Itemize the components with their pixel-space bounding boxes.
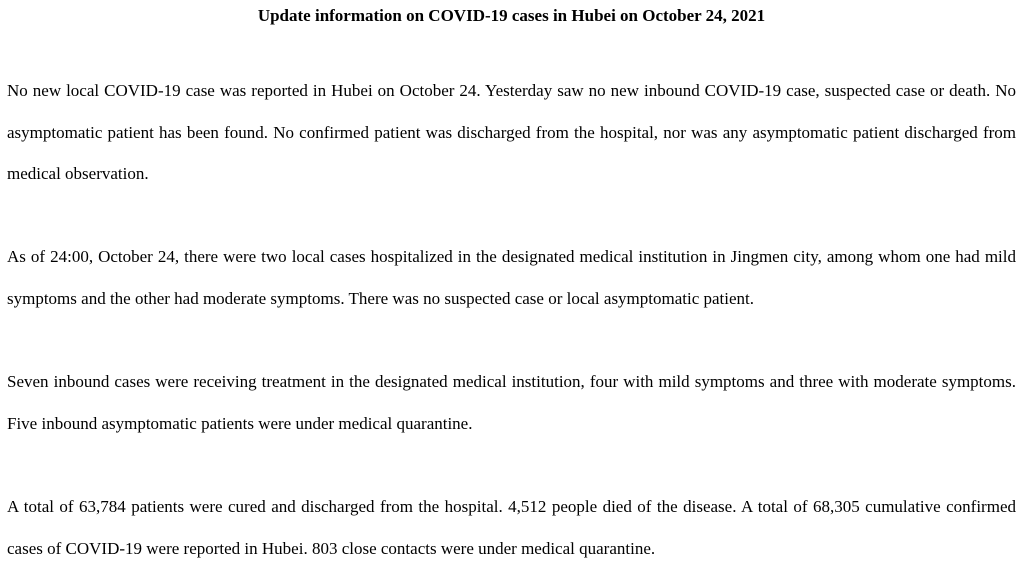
paragraph-cumulative-totals: A total of 63,784 patients were cured and discharged from the hospital. 4,512 people died of the disease. A total of 68,305 cumulative confirmed cases of COVID-19 were reported in Hubei. 803 close contacts were under medical quarantine. bbox=[7, 497, 1016, 558]
paragraph-local-cases: No new local COVID-19 case was reported in Hubei on October 24. Yesterday saw no new inbound COVID-19 case, suspected case or death. No asymptomatic patient has been found. No confirmed patient was discharged from the hospital, nor was any asymptomatic patient discharged from medical observation. bbox=[7, 81, 1016, 183]
document-page bbox=[7, 0, 1016, 558]
paragraph-hospitalized: As of 24:00, October 24, there were two local cases hospitalized in the designated medical institution in Jingmen city, among whom one had mild symptoms and the other had moderate symptoms. There was no suspected case or local asymptomatic patient. bbox=[7, 247, 1016, 308]
document-title: Update information on COVID-19 cases in Hubei on October 24, 2021 bbox=[257, 6, 766, 25]
paragraph-inbound-cases: Seven inbound cases were receiving treatment in the designated medical institution, four with mild symptoms and three with moderate symptoms. Five inbound asymptomatic patients were under medical quarantine. bbox=[7, 372, 1016, 433]
